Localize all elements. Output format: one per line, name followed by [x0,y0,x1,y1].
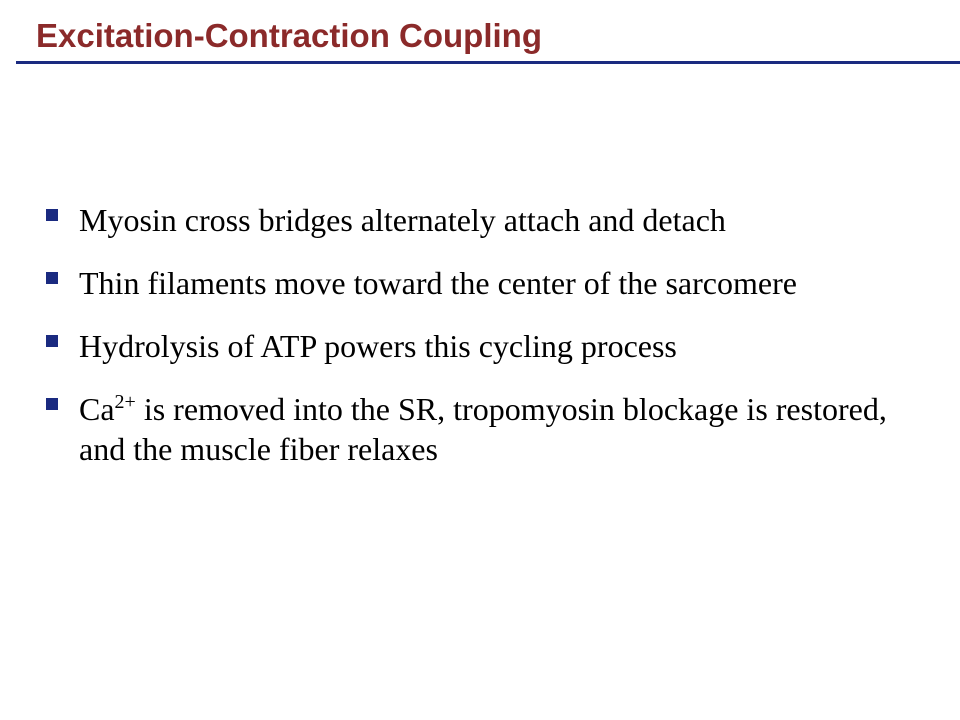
square-bullet-icon [46,335,58,347]
square-bullet-icon [46,272,58,284]
bullet-item [44,200,924,240]
title-underline [16,61,960,64]
slide-title: Excitation-Contraction Coupling [36,17,542,54]
square-bullet-icon [46,209,58,221]
bullet-item [44,326,924,366]
square-bullet-icon [46,398,58,410]
calcium-charge-superscript: 2+ [114,391,136,413]
bullet-text: Hydrolysis of ATP powers this cycling process [79,328,677,364]
bullet-list [44,200,924,492]
bullet-item [44,263,924,303]
bullet-text-prefix: Ca [79,391,115,427]
bullet-text: Myosin cross bridges alternately attach and detach [79,202,726,238]
bullet-text: Thin filaments move toward the center of the sarcomere [79,265,797,301]
bullet-item [44,389,924,469]
bullet-text-suffix: is removed into the SR, tropomyosin blockage is restored, and the muscle fiber relaxes [79,391,887,467]
